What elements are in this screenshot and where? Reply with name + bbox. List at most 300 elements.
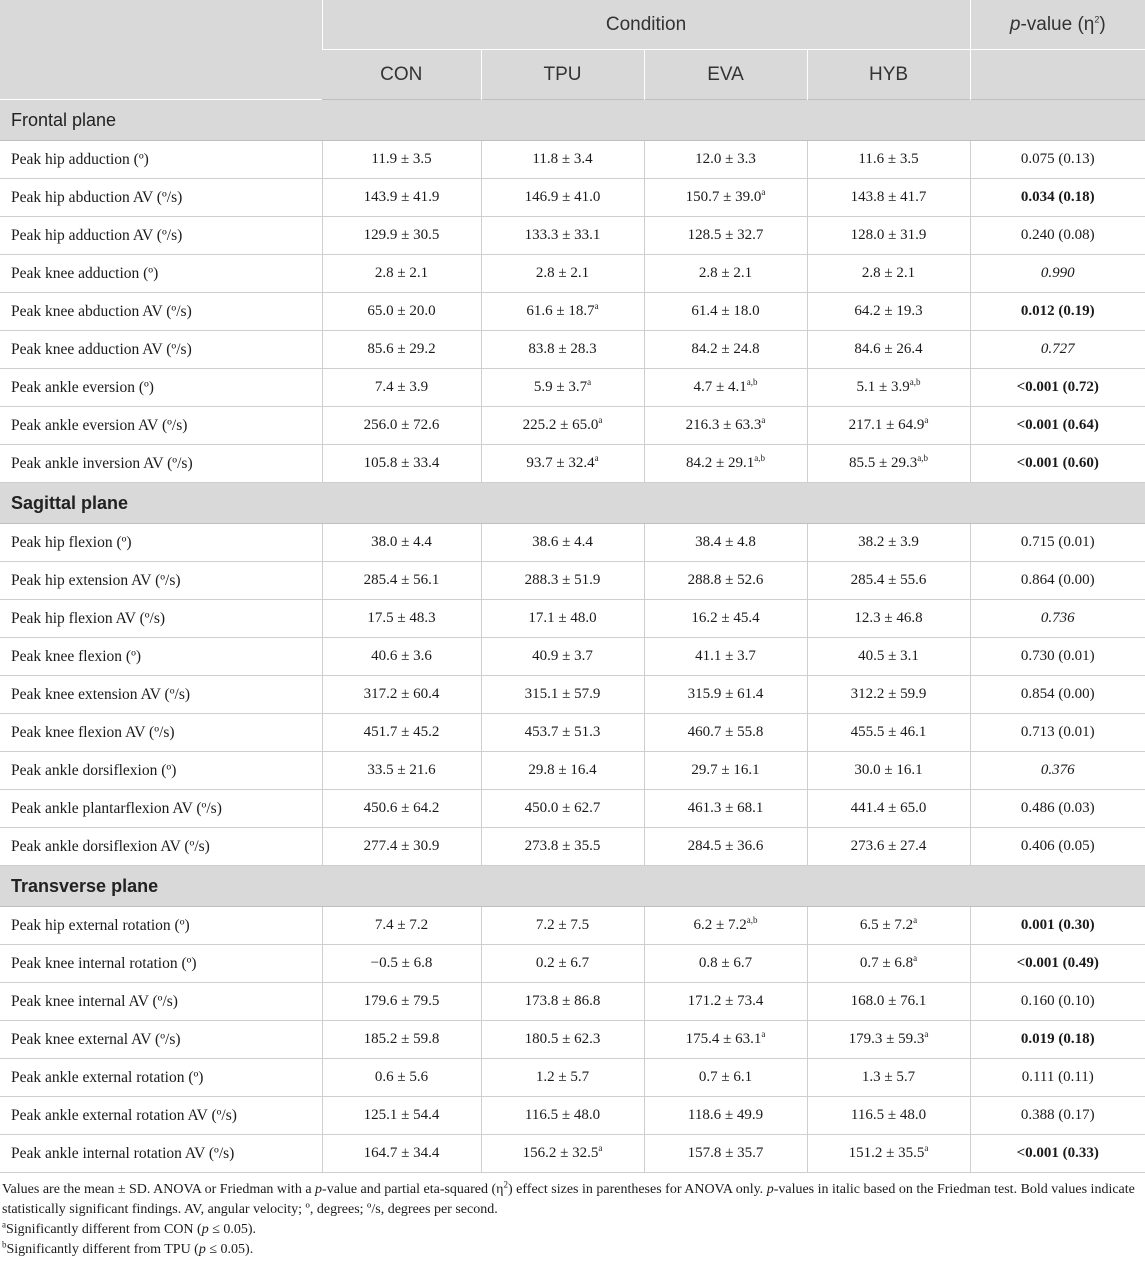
value-cell [322, 562, 481, 600]
value-cell [481, 407, 644, 445]
table-row [0, 828, 1145, 866]
row-label: Peak knee adduction (º) [0, 255, 322, 293]
value-cell [807, 369, 970, 407]
pvalue-header-rest: -value (η [1020, 13, 1095, 35]
value-cell [481, 562, 644, 600]
value-text: 116.5 ± 48.0 [524, 1107, 601, 1123]
footnote-b-mark: b [2, 1239, 7, 1250]
value-text: 2.8 ± 2.1 [535, 265, 590, 281]
value-text: 12.0 ± 3.3 [695, 151, 756, 167]
value-cell [644, 1059, 807, 1097]
value-text: 17.5 ± 48.3 [367, 610, 436, 626]
table-row [0, 638, 1145, 676]
value-text: 5.9 ± 3.7 [533, 379, 588, 395]
table-row [0, 407, 1145, 445]
table-header [0, 0, 1145, 100]
value-text: 41.1 ± 3.7 [695, 648, 756, 664]
pvalue-cell: 0.486 (0.03) [970, 790, 1145, 828]
value-text: 216.3 ± 63.3 [685, 417, 762, 433]
pvalue-cell: 0.864 (0.00) [970, 562, 1145, 600]
value-text: 0.8 ± 6.7 [698, 955, 753, 971]
row-label: Peak hip abduction AV (º/s) [0, 179, 322, 217]
value-cell [807, 141, 970, 179]
row-label: Peak hip flexion (º) [0, 524, 322, 562]
value-text: 84.2 ± 29.1 [686, 455, 755, 471]
value-text: 85.5 ± 29.3 [849, 455, 918, 471]
value-text: 84.6 ± 26.4 [854, 341, 923, 357]
row-label: Peak ankle dorsiflexion (º) [0, 752, 322, 790]
value-text: 441.4 ± 65.0 [850, 800, 927, 816]
value-cell [807, 828, 970, 866]
pvalue-cell: 0.001 (0.30) [970, 907, 1145, 945]
value-text: 105.8 ± 33.4 [363, 455, 440, 471]
row-label: Peak ankle eversion AV (º/s) [0, 407, 322, 445]
value-cell [807, 445, 970, 483]
value-text: 61.4 ± 18.0 [691, 303, 760, 319]
value-cell [322, 1021, 481, 1059]
value-text: 150.7 ± 39.0 [685, 189, 762, 205]
table-row [0, 179, 1145, 217]
pvalue-cell: <0.001 (0.33) [970, 1135, 1145, 1173]
significance-marker: a [924, 1143, 929, 1153]
value-cell [807, 179, 970, 217]
value-cell [481, 179, 644, 217]
value-cell [481, 1059, 644, 1097]
value-text: 83.8 ± 28.3 [528, 341, 597, 357]
value-text: −0.5 ± 6.8 [370, 955, 433, 971]
significance-marker: a [761, 1029, 766, 1039]
value-cell [322, 1059, 481, 1097]
significance-marker: a [913, 915, 918, 925]
value-text: 273.8 ± 35.5 [524, 838, 601, 854]
notes-text: -values in italic based on the Friedman test. Bold values indicate statistically significant findings. AV, angular velocity; º, degrees; º/s, degrees per second. [2, 1182, 1135, 1217]
pvalue-cell: 0.736 [970, 600, 1145, 638]
value-cell [644, 907, 807, 945]
value-cell [644, 714, 807, 752]
table-row [0, 714, 1145, 752]
table-row [0, 600, 1145, 638]
value-cell [322, 600, 481, 638]
row-label: Peak ankle plantarflexion AV (º/s) [0, 790, 322, 828]
value-text: 143.9 ± 41.9 [363, 189, 440, 205]
pvalue-header [970, 0, 1145, 50]
value-text: 133.3 ± 33.1 [524, 227, 601, 243]
row-label: Peak knee extension AV (º/s) [0, 676, 322, 714]
value-text: 151.2 ± 35.5 [848, 1145, 925, 1161]
value-text: 12.3 ± 46.8 [854, 610, 923, 626]
value-text: 288.3 ± 51.9 [524, 572, 601, 588]
value-cell [481, 752, 644, 790]
value-cell [322, 141, 481, 179]
significance-marker: a,b [754, 453, 765, 463]
significance-marker: a [761, 187, 766, 197]
value-cell [644, 752, 807, 790]
pvalue-cell: 0.713 (0.01) [970, 714, 1145, 752]
table-body [0, 100, 1145, 1173]
value-text: 450.0 ± 62.7 [524, 800, 601, 816]
pvalue-cell: 0.730 (0.01) [970, 638, 1145, 676]
row-label: Peak knee external AV (º/s) [0, 1021, 322, 1059]
value-cell [481, 1097, 644, 1135]
table-row [0, 562, 1145, 600]
pvalue-cell: <0.001 (0.49) [970, 945, 1145, 983]
notes-text: -value and partial eta-squared (η [322, 1182, 504, 1197]
value-text: 128.5 ± 32.7 [687, 227, 764, 243]
row-label: Peak ankle external rotation AV (º/s) [0, 1097, 322, 1135]
value-text: 143.8 ± 41.7 [850, 189, 927, 205]
significance-marker: a [913, 953, 918, 963]
value-text: 11.6 ± 3.5 [858, 151, 919, 167]
col-header-hyb: HYB [807, 50, 970, 100]
value-text: 64.2 ± 19.3 [854, 303, 923, 319]
row-label: Peak hip flexion AV (º/s) [0, 600, 322, 638]
value-text: 4.7 ± 4.1 [693, 379, 747, 395]
value-cell [644, 369, 807, 407]
value-cell [644, 217, 807, 255]
value-text: 288.8 ± 52.6 [687, 572, 764, 588]
pvalue-cell: 0.034 (0.18) [970, 179, 1145, 217]
value-cell [322, 1097, 481, 1135]
value-cell [807, 524, 970, 562]
value-text: 125.1 ± 54.4 [363, 1107, 440, 1123]
significance-marker: a [587, 377, 592, 387]
value-text: 7.4 ± 3.9 [374, 379, 429, 395]
value-text: 156.2 ± 32.5 [522, 1145, 599, 1161]
pvalue-cell: 0.019 (0.18) [970, 1021, 1145, 1059]
footnote-a-text: Significantly different from CON ( [6, 1222, 202, 1237]
significance-marker: a [924, 415, 929, 425]
value-text: 273.6 ± 27.4 [850, 838, 927, 854]
footnote-a-mark: a [2, 1219, 6, 1230]
value-cell [481, 524, 644, 562]
value-text: 180.5 ± 62.3 [524, 1031, 601, 1047]
value-text: 285.4 ± 55.6 [850, 572, 927, 588]
value-text: 17.1 ± 48.0 [528, 610, 597, 626]
table-notes [0, 1173, 1145, 1260]
value-text: 38.4 ± 4.8 [695, 534, 756, 550]
value-cell [481, 369, 644, 407]
value-cell [807, 331, 970, 369]
table-row [0, 293, 1145, 331]
value-text: 40.6 ± 3.6 [371, 648, 432, 664]
pvalue-cell: 0.240 (0.08) [970, 217, 1145, 255]
row-label: Peak knee flexion (º) [0, 638, 322, 676]
value-cell [644, 676, 807, 714]
col-header-con: CON [322, 50, 481, 100]
value-text: 0.7 ± 6.8 [859, 955, 914, 971]
pvalue-cell: <0.001 (0.64) [970, 407, 1145, 445]
value-cell [807, 1097, 970, 1135]
value-text: 38.2 ± 3.9 [858, 534, 919, 550]
value-text: 38.0 ± 4.4 [371, 534, 432, 550]
significance-marker: a [594, 301, 599, 311]
table-row [0, 524, 1145, 562]
value-text: 40.5 ± 3.1 [858, 648, 919, 664]
value-text: 5.1 ± 3.9 [856, 379, 910, 395]
value-cell [481, 600, 644, 638]
value-cell [807, 752, 970, 790]
significance-marker: a [924, 1029, 929, 1039]
value-text: 455.5 ± 46.1 [850, 724, 927, 740]
table-row [0, 1059, 1145, 1097]
value-text: 175.4 ± 63.1 [685, 1031, 762, 1047]
value-text: 225.2 ± 65.0 [522, 417, 599, 433]
notes-p: p [315, 1182, 323, 1197]
row-label: Peak ankle internal rotation AV (º/s) [0, 1135, 322, 1173]
value-cell [807, 562, 970, 600]
value-cell [807, 638, 970, 676]
value-cell [322, 407, 481, 445]
value-text: 11.9 ± 3.5 [371, 151, 432, 167]
value-cell [807, 1021, 970, 1059]
value-cell [481, 1135, 644, 1173]
value-text: 173.8 ± 86.8 [524, 993, 601, 1009]
value-cell [481, 141, 644, 179]
notes-p: p [766, 1182, 774, 1197]
value-text: 171.2 ± 73.4 [687, 993, 764, 1009]
significance-marker: a [761, 415, 766, 425]
row-label: Peak knee internal rotation (º) [0, 945, 322, 983]
value-cell [807, 945, 970, 983]
footnote-b-text: Significantly different from TPU ( [6, 1242, 199, 1257]
value-cell [807, 714, 970, 752]
notes-sup: 2 [503, 1179, 508, 1190]
value-cell [481, 217, 644, 255]
section-title: Sagittal plane [0, 483, 1145, 524]
pvalue-cell: 0.727 [970, 331, 1145, 369]
pvalue-cell: 0.406 (0.05) [970, 828, 1145, 866]
significance-marker: a [598, 415, 603, 425]
table-row [0, 907, 1145, 945]
value-text: 40.9 ± 3.7 [532, 648, 593, 664]
row-label: Peak ankle inversion AV (º/s) [0, 445, 322, 483]
value-cell [322, 1135, 481, 1173]
pvalue-cell: 0.388 (0.17) [970, 1097, 1145, 1135]
value-cell [322, 907, 481, 945]
value-cell [807, 907, 970, 945]
value-text: 1.3 ± 5.7 [861, 1069, 916, 1085]
table-row [0, 983, 1145, 1021]
value-cell [644, 790, 807, 828]
table-row [0, 141, 1145, 179]
value-cell [644, 600, 807, 638]
value-text: 450.6 ± 64.2 [363, 800, 440, 816]
value-text: 285.4 ± 56.1 [363, 572, 440, 588]
value-text: 157.8 ± 35.7 [687, 1145, 764, 1161]
row-label: Peak hip adduction AV (º/s) [0, 217, 322, 255]
value-text: 2.8 ± 2.1 [861, 265, 916, 281]
row-label: Peak ankle external rotation (º) [0, 1059, 322, 1097]
value-cell [807, 600, 970, 638]
value-cell [644, 141, 807, 179]
notes-main [2, 1180, 1135, 1220]
footnote-a [2, 1220, 1135, 1240]
pvalue-cell: 0.376 [970, 752, 1145, 790]
value-text: 0.2 ± 6.7 [535, 955, 590, 971]
value-text: 277.4 ± 30.9 [363, 838, 440, 854]
value-text: 315.9 ± 61.4 [687, 686, 764, 702]
value-cell [807, 676, 970, 714]
section-row [0, 483, 1145, 524]
value-cell [322, 828, 481, 866]
value-text: 0.7 ± 6.1 [698, 1069, 753, 1085]
value-cell [644, 983, 807, 1021]
col-header-pvalue-blank [970, 50, 1145, 100]
section-row [0, 100, 1145, 141]
value-cell [807, 293, 970, 331]
value-text: 65.0 ± 20.0 [367, 303, 436, 319]
value-text: 118.6 ± 49.9 [687, 1107, 764, 1123]
value-text: 7.2 ± 7.5 [535, 917, 590, 933]
significance-marker: a,b [909, 377, 921, 387]
value-cell [481, 907, 644, 945]
value-cell [481, 331, 644, 369]
table-row [0, 1021, 1145, 1059]
value-text: 30.0 ± 16.1 [854, 762, 923, 778]
section-title: Frontal plane [0, 100, 1145, 141]
value-text: 6.2 ± 7.2 [693, 917, 747, 933]
significance-marker: a,b [746, 915, 758, 925]
value-cell [322, 331, 481, 369]
condition-header: Condition [322, 0, 970, 50]
value-text: 315.1 ± 57.9 [524, 686, 601, 702]
footnote-b [2, 1240, 1135, 1260]
value-cell [644, 255, 807, 293]
row-label: Peak hip extension AV (º/s) [0, 562, 322, 600]
value-text: 61.6 ± 18.7 [526, 303, 595, 319]
value-text: 168.0 ± 76.1 [850, 993, 927, 1009]
value-cell [481, 714, 644, 752]
value-text: 179.6 ± 79.5 [363, 993, 440, 1009]
pvalue-cell: <0.001 (0.72) [970, 369, 1145, 407]
value-cell [322, 714, 481, 752]
value-text: 2.8 ± 2.1 [374, 265, 429, 281]
value-cell [322, 217, 481, 255]
col-header-tpu: TPU [481, 50, 644, 100]
value-cell [644, 407, 807, 445]
significance-marker: a,b [917, 453, 928, 463]
pvalue-header-p: p [1009, 13, 1021, 35]
footnote-b-end: ≤ 0.05). [205, 1242, 254, 1257]
value-text: 2.8 ± 2.1 [698, 265, 753, 281]
value-cell [322, 293, 481, 331]
row-label: Peak ankle dorsiflexion AV (º/s) [0, 828, 322, 866]
value-text: 6.5 ± 7.2 [859, 917, 914, 933]
value-cell [644, 524, 807, 562]
value-text: 185.2 ± 59.8 [363, 1031, 440, 1047]
row-label: Peak knee adduction AV (º/s) [0, 331, 322, 369]
value-text: 128.0 ± 31.9 [850, 227, 927, 243]
value-text: 84.2 ± 24.8 [691, 341, 760, 357]
row-label: Peak hip adduction (º) [0, 141, 322, 179]
value-cell [481, 790, 644, 828]
pvalue-cell: 0.715 (0.01) [970, 524, 1145, 562]
pvalue-header-sup: 2 [1094, 14, 1100, 25]
value-cell [481, 445, 644, 483]
pvalue-cell: 0.012 (0.19) [970, 293, 1145, 331]
value-cell [322, 369, 481, 407]
value-cell [322, 445, 481, 483]
table-row [0, 445, 1145, 483]
table-row [0, 217, 1145, 255]
value-cell [644, 331, 807, 369]
value-text: 129.9 ± 30.5 [363, 227, 440, 243]
value-cell [322, 676, 481, 714]
value-cell [807, 790, 970, 828]
value-cell [644, 828, 807, 866]
significance-marker: a [594, 453, 599, 463]
pvalue-cell: 0.854 (0.00) [970, 676, 1145, 714]
value-cell [481, 638, 644, 676]
value-cell [807, 983, 970, 1021]
value-cell [644, 562, 807, 600]
value-cell [322, 255, 481, 293]
value-cell [322, 983, 481, 1021]
section-title: Transverse plane [0, 866, 1145, 907]
value-cell [481, 828, 644, 866]
value-cell [322, 179, 481, 217]
value-text: 312.2 ± 59.9 [850, 686, 927, 702]
table-row [0, 676, 1145, 714]
value-cell [644, 293, 807, 331]
significance-marker: a,b [746, 377, 758, 387]
value-text: 29.7 ± 16.1 [691, 762, 760, 778]
value-text: 453.7 ± 51.3 [524, 724, 601, 740]
value-cell [644, 1021, 807, 1059]
value-cell [644, 638, 807, 676]
value-cell [481, 1021, 644, 1059]
table-row [0, 790, 1145, 828]
table-row [0, 255, 1145, 293]
value-cell [481, 255, 644, 293]
value-text: 179.3 ± 59.3 [848, 1031, 925, 1047]
pvalue-cell: 0.111 (0.11) [970, 1059, 1145, 1097]
value-cell [481, 676, 644, 714]
pvalue-header-close: ) [1099, 13, 1106, 35]
value-cell [322, 945, 481, 983]
row-label: Peak knee internal AV (º/s) [0, 983, 322, 1021]
value-cell [322, 524, 481, 562]
value-text: 38.6 ± 4.4 [532, 534, 593, 550]
value-text: 284.5 ± 36.6 [687, 838, 764, 854]
value-text: 164.7 ± 34.4 [363, 1145, 440, 1161]
table-row [0, 369, 1145, 407]
table-row [0, 1135, 1145, 1173]
row-label: Peak knee abduction AV (º/s) [0, 293, 322, 331]
value-text: 7.4 ± 7.2 [374, 917, 429, 933]
pvalue-cell: 0.990 [970, 255, 1145, 293]
table-row [0, 1097, 1145, 1135]
value-cell [322, 790, 481, 828]
value-cell [644, 445, 807, 483]
row-label: Peak knee flexion AV (º/s) [0, 714, 322, 752]
col-header-eva: EVA [644, 50, 807, 100]
value-cell [481, 983, 644, 1021]
pvalue-cell: 0.075 (0.13) [970, 141, 1145, 179]
row-label: Peak ankle eversion (º) [0, 369, 322, 407]
value-cell [644, 179, 807, 217]
notes-text: Values are the mean ± SD. ANOVA or Friedman with a [2, 1182, 316, 1197]
value-cell [481, 945, 644, 983]
value-text: 85.6 ± 29.2 [367, 341, 436, 357]
value-text: 1.2 ± 5.7 [535, 1069, 590, 1085]
value-text: 217.1 ± 64.9 [848, 417, 925, 433]
value-text: 93.7 ± 32.4 [526, 455, 595, 471]
value-text: 317.2 ± 60.4 [363, 686, 440, 702]
row-label: Peak hip external rotation (º) [0, 907, 322, 945]
value-cell [644, 1135, 807, 1173]
value-cell [644, 945, 807, 983]
